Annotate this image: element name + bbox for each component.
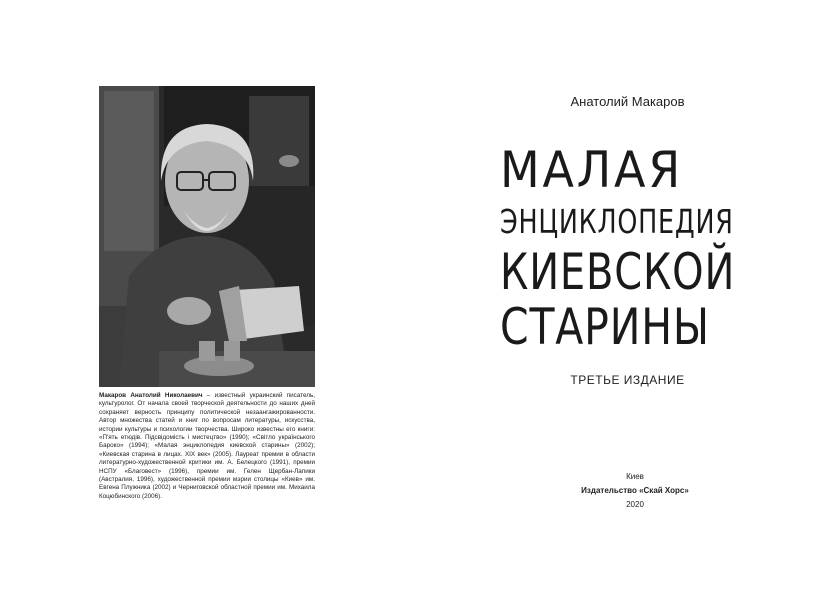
imprint-publisher: Издательство «Скай Хорс» [581,486,689,495]
biography-text: – известный украинский писатель, культуролог. От начала своей творческой деятельности до наших дней сохраняет верность принципу политической незаангажированности. Автор множества статей и книг по вопросам литературы, искусства, истории культуры и психологии творчества. Широко известны его книги: «П'ять етюдів. Підсвідомість і мистецтво» (1990); «Світло українського Бароко» (1994); «Малая энциклопедия киевской старины» (2002); «Киевская старина в лицах. XIX век» (2005). Лауреат премии в области литературно-художественной критики им. А. Белецкого (1991), премии НСПУ «Благовест» (1996), премии им. Гелен Щербан-Лапики (Австралия, 1996), художественной премии мэрии столицы «Киев» им. Евгена Плужника (2002) и Черниговской областной премии им. Михаила Коцюбинского (2006). [99,392,316,500]
book-title [500,142,770,355]
title-line-2: ЭНЦИКЛОПЕДИЯ [500,202,734,241]
biography-author-name: Макаров Анатолий Николаевич [99,392,203,399]
title-line-1: МАЛАЯ [500,141,683,199]
author-biography [99,392,315,501]
author-portrait-photo [99,86,315,387]
edition-label: ТРЕТЬЕ ИЗДАНИЕ [570,373,685,387]
biography-paragraph [99,392,315,501]
imprint-year: 2020 [626,500,644,509]
imprint-block [560,470,710,512]
title-line-3: КИЕВСКОЙ [500,243,736,301]
imprint-city: Киев [626,472,644,481]
author-name: Анатолий Макаров [570,94,685,109]
title-line-4: СТАРИНЫ [500,298,710,356]
